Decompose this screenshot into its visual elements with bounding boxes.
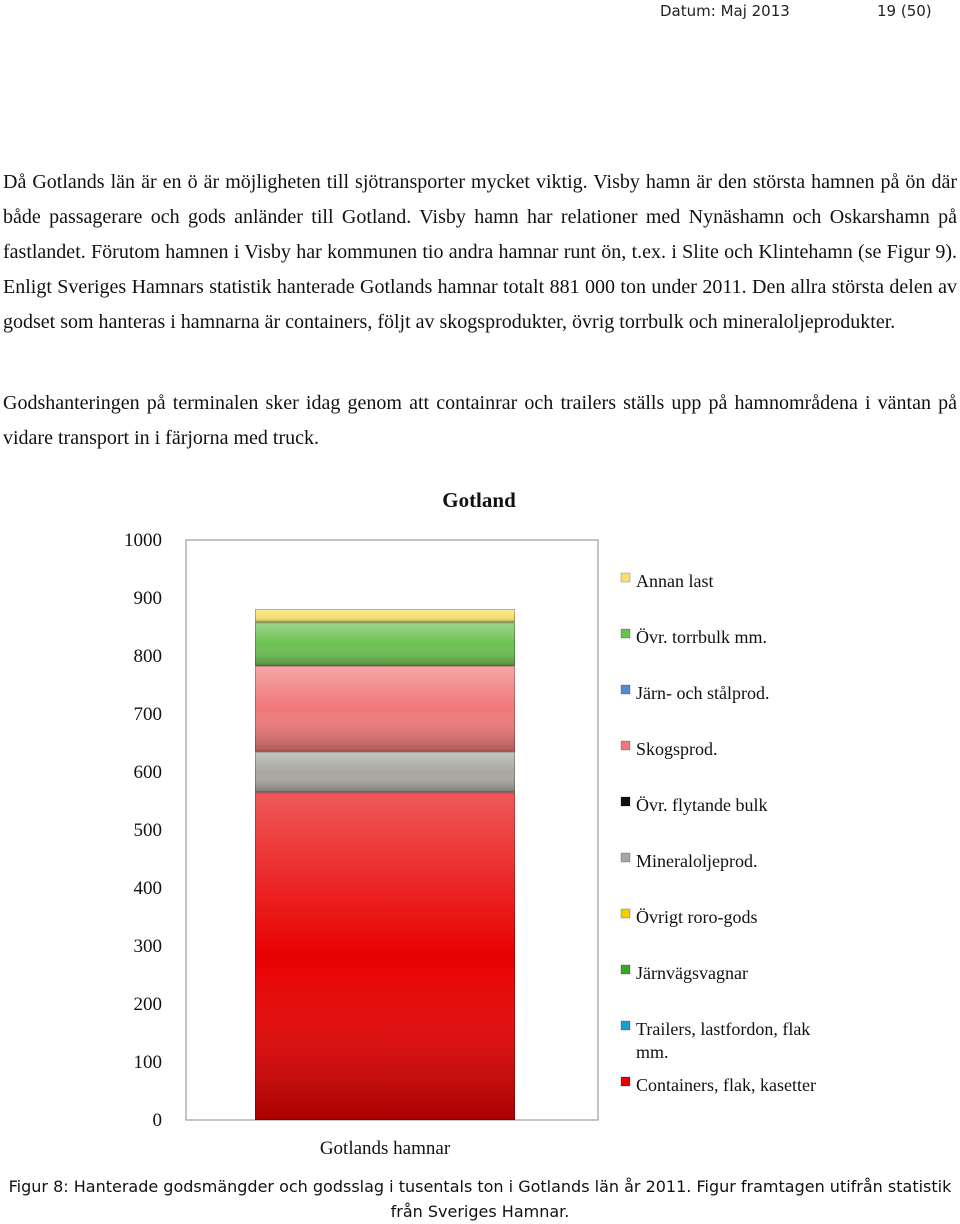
y-tick-label: 0: [152, 1110, 162, 1131]
legend-item: [621, 851, 757, 871]
legend-item: [621, 627, 767, 647]
bar-stack: [255, 609, 515, 1120]
y-axis-ticks: [124, 530, 162, 1131]
legend-item: [621, 571, 713, 591]
legend-swatch: [621, 853, 630, 862]
legend-swatch: [621, 797, 630, 806]
legend-swatch: [621, 965, 630, 974]
bar-segment: [255, 752, 515, 793]
bar-segment: [255, 792, 515, 1120]
legend-item: [621, 907, 757, 927]
legend-label: Övr. torrbulk mm.: [636, 627, 767, 647]
legend-swatch: [621, 685, 630, 694]
legend-item: [621, 963, 748, 983]
legend-item: [621, 739, 718, 759]
header-date: Datum: Maj 2013: [660, 2, 790, 20]
y-tick-label: 600: [133, 762, 162, 783]
legend-label: Trailers, lastfordon, flak mm.: [636, 1019, 811, 1062]
y-tick-label: 300: [133, 936, 162, 957]
y-tick-label: 500: [133, 820, 162, 841]
page-header: [0, 0, 960, 24]
chart-title: Gotland: [442, 488, 516, 512]
legend-swatch: [621, 1021, 630, 1030]
body-paragraph-1: Då Gotlands län är en ö är möjligheten till sjötransporter mycket viktig. Visby hamn är den största hamnen på ön där både passagerare och gods anländer till Gotland. Visby hamn har relationer med Nynäshamn och Oskarshamn på fastlandet. Förutom hamnen i Visby har kommunen tio andra hamnar runt ön, t.ex. i Slite och Klintehamn (se Figur 9). Enligt Sveriges Hamnars statistik hanterade Gotlands hamnar totalt 881 000 ton under 2011. Den allra största delen av godset som hanteras i hamnarna är containers, följt av skogsprodukter, övrig torrbulk och mineraloljeprodukter.: [3, 171, 957, 333]
legend-item: [621, 683, 769, 703]
legend-label: Övrigt roro-gods: [636, 907, 758, 927]
legend-swatch: [621, 573, 630, 582]
y-tick-label: 700: [133, 704, 162, 725]
figure-caption: Figur 8: Hanterade godsmängder och godsslag i tusentals ton i Gotlands län år 2011. Figur framtagen utifrån statistik från Sveriges Hamnar.: [8, 1177, 952, 1221]
legend-label: Containers, flak, kasetter: [636, 1075, 816, 1095]
legend: [621, 571, 816, 1095]
legend-label: Järn- och stålprod.: [636, 683, 770, 703]
bar-segment: [255, 622, 515, 666]
stacked-bar-chart: [0, 480, 960, 1170]
y-tick-label: 800: [133, 646, 162, 667]
legend-swatch: [621, 909, 630, 918]
legend-label: Skogsprod.: [636, 739, 718, 759]
legend-swatch: [621, 1077, 630, 1086]
legend-item: [621, 1019, 810, 1062]
legend-swatch: [621, 629, 630, 638]
page-number: 19 (50): [877, 2, 932, 20]
legend-label: Järnvägsvagnar: [636, 963, 748, 983]
x-category-label: Gotlands hamnar: [319, 1138, 451, 1159]
legend-label: Mineraloljeprod.: [636, 851, 758, 871]
bar-segment: [255, 666, 515, 752]
y-tick-label: 100: [133, 1052, 162, 1073]
legend-label: Annan last: [636, 571, 714, 591]
y-tick-label: 400: [133, 878, 162, 899]
y-tick-label: 200: [133, 994, 162, 1015]
legend-item: [621, 1075, 816, 1095]
legend-label: Övr. flytande bulk: [636, 795, 768, 815]
bar-segment: [255, 609, 515, 622]
body-paragraph-2: Godshanteringen på terminalen sker idag genom att containrar och trailers ställs upp på hamnområdena i väntan på vidare transport in i färjorna med truck.: [3, 392, 957, 449]
legend-swatch: [621, 741, 630, 750]
y-tick-label: 1000: [124, 530, 162, 551]
legend-item: [621, 795, 767, 815]
y-tick-label: 900: [133, 588, 162, 609]
